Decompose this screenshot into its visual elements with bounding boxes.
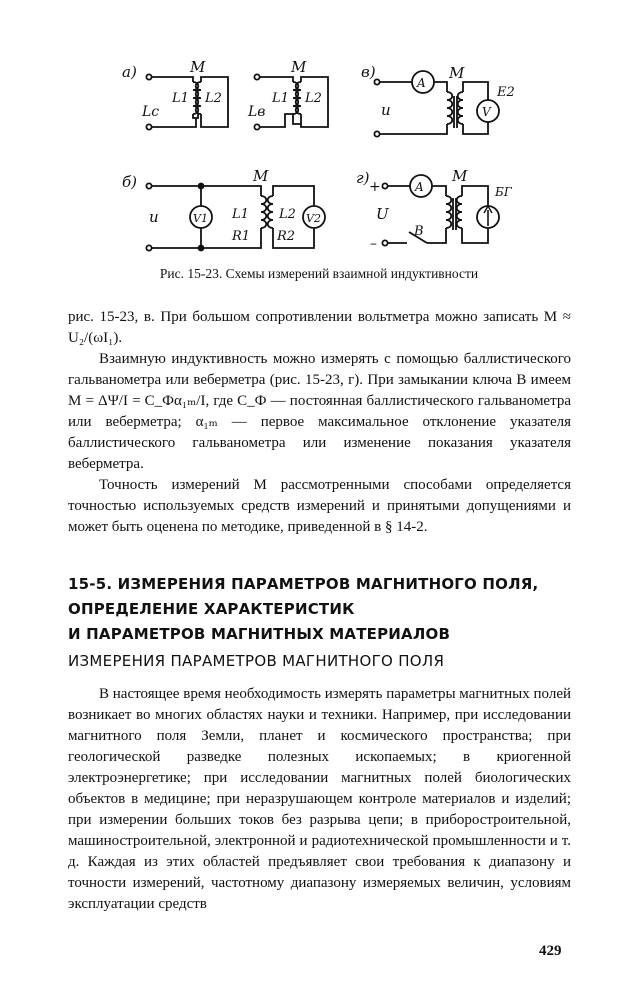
voltmeter-v: V	[482, 105, 491, 119]
label-u-b: u	[149, 208, 159, 226]
label-u-g: U	[376, 205, 389, 223]
ammeter-a-g: A	[415, 180, 424, 194]
label-l1-b: L1	[232, 207, 249, 222]
label-m-a: M	[190, 58, 206, 76]
label-r1: R1	[232, 229, 251, 244]
page-number: 429	[539, 943, 562, 959]
label-m-a2: M	[291, 58, 307, 76]
label-m-b: M	[253, 167, 269, 185]
section-heading-line-1: 15-5. ИЗМЕРЕНИЯ ПАРАМЕТРОВ МАГНИТНОГО ПОЛЯ,	[68, 575, 539, 593]
label-minus: –	[370, 236, 377, 252]
label-lv: Lв	[248, 104, 266, 120]
paragraph-4: В настоящее время необходимость измерять параметры магнитных полей возникает во многих областях науки и техники. Например, при исследовании магнитного поля Земли, планет и космического пространства; при геологической разведке полезных ископаемых; в криогенной электроэнергетике; при исследовании магнитных полей биологических объектов в медицине; при неразрушающем контроле материалов и изделий; при измерении больших токов без разрыва цепи; в приборостроительной, машиностроительной, электронной и радиотехнической промышленности и т. д. Каждая из этих областей предъявляет свои требования к диапазону и точности измерений, частотному диапазону измеряемых величин, условиям эксплуатации средств	[68, 686, 571, 912]
label-l1-a: L1	[172, 91, 189, 106]
label-l2-b: L2	[279, 207, 296, 222]
label-lc: Lc	[142, 104, 160, 120]
voltmeter-v2: V2	[306, 212, 321, 225]
label-e2: E2	[497, 85, 515, 100]
label-b: б)	[122, 173, 138, 191]
label-v: в)	[361, 63, 376, 81]
text-block-1	[68, 307, 571, 538]
label-l2-a: L2	[205, 91, 222, 106]
ammeter-a-v: A	[417, 76, 426, 90]
label-bg: БГ	[495, 185, 512, 199]
section-heading-line-2: ОПРЕДЕЛЕНИЕ ХАРАКТЕРИСТИК	[68, 600, 355, 618]
label-plus: +	[369, 179, 381, 195]
voltmeter-v1: V1	[193, 212, 208, 225]
figure-caption: Рис. 15-23. Схемы измерений взаимной индуктивности	[159, 266, 479, 281]
paragraph-2: Взаимную индуктивность можно измерять с помощью баллистического гальванометра или веберметра (рис. 15-23, г). При замыкании ключа B имеем M = ΔΨ/I = C_Фα₁ₘ/I, где C_Ф — постоянная баллистического гальванометра или веберметра; α₁ₘ — первое максимальное отклонение указателя баллистического гальванометра или изменение показания указателя веберметра.	[68, 351, 571, 472]
section-heading	[68, 572, 571, 647]
label-m-v: M	[449, 64, 465, 82]
label-g: г)	[356, 169, 370, 187]
paragraph-1: рис. 15-23, в. При большом сопротивлении вольтметра можно записать M ≈ U₂/(ωI₁).	[68, 309, 571, 346]
label-key-b: B	[414, 224, 424, 239]
circuit-figure	[0, 0, 638, 260]
label-l2-a2: L2	[305, 91, 322, 106]
subsection-heading: ИЗМЕРЕНИЯ ПАРАМЕТРОВ МАГНИТНОГО ПОЛЯ	[68, 652, 445, 670]
label-a: а)	[122, 63, 137, 81]
label-m-g: M	[452, 167, 468, 185]
label-u-v: u	[381, 101, 391, 119]
label-l1-a2: L1	[272, 91, 289, 106]
label-r2: R2	[277, 229, 296, 244]
paragraph-3: Точность измерений M рассмотренными способами определяется точностью используемых средств измерений и принятыми допущениями и может быть оценена по методике, приведенной в § 14-2.	[68, 477, 571, 535]
text-block-2	[68, 684, 571, 915]
section-heading-line-3: И ПАРАМЕТРОВ МАГНИТНЫХ МАТЕРИАЛОВ	[68, 625, 451, 643]
